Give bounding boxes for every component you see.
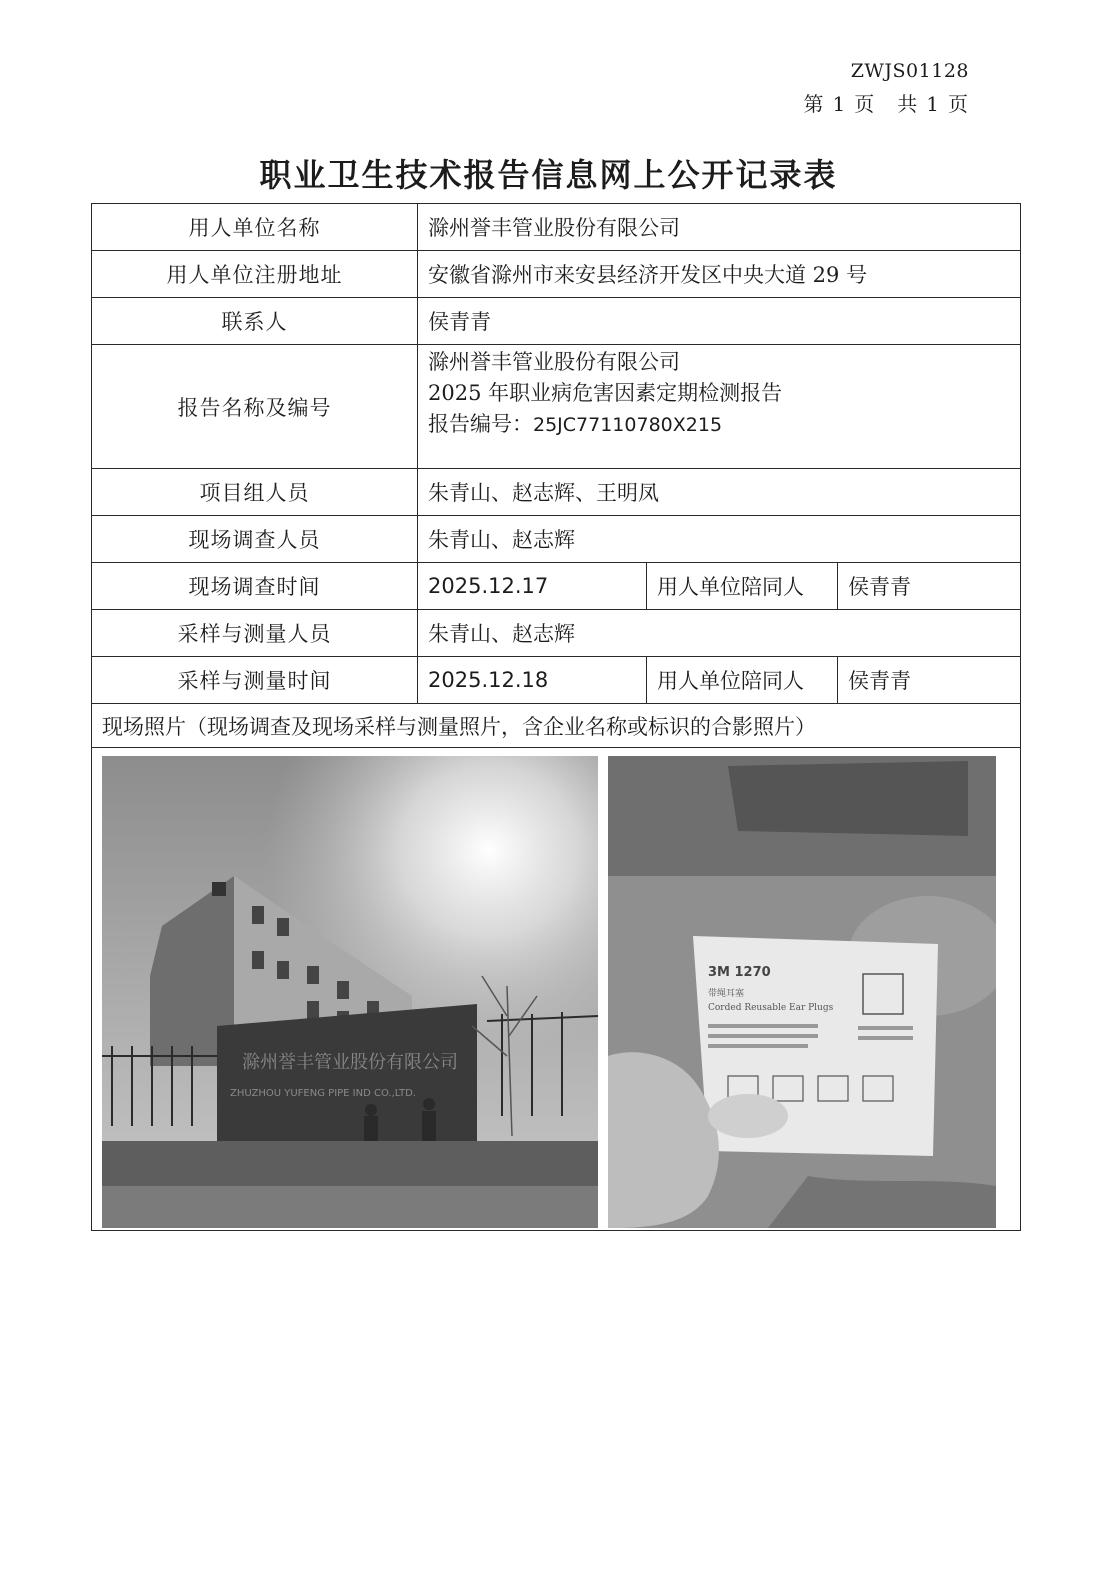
earplug-photo [608, 756, 996, 1228]
survey-staff-label: 现场调查人员 [92, 516, 418, 563]
row-report [92, 345, 1021, 469]
package-product-cn: 带绳耳塞 [708, 989, 745, 999]
report-label: 报告名称及编号 [92, 345, 418, 469]
row-photos [92, 748, 1021, 1231]
report-name: 2025 年职业病危害因素定期检测报告 [428, 381, 783, 405]
page-word: 第 [803, 92, 825, 116]
row-sampling-staff [92, 610, 1021, 657]
package-brand: 3M [708, 965, 730, 980]
project-team-value: 朱青山、赵志辉、王明凤 [418, 469, 1021, 516]
row-survey-time [92, 563, 1021, 610]
svg-text:3M 1270 [708, 965, 771, 980]
package-model: 1270 [734, 965, 771, 980]
report-number-code: 25JC77110780X215 [533, 414, 723, 436]
report-value [418, 345, 1021, 469]
sampling-staff-label: 采样与测量人员 [92, 610, 418, 657]
package-product-en: Corded Reusable Ear Plugs [708, 1003, 834, 1013]
row-employer-name [92, 204, 1021, 251]
sign-chinese: 滁州誉丰管业股份有限公司 [242, 1052, 458, 1073]
document-code: ZWJS01128 [850, 60, 969, 82]
employer-name-value: 滁州誉丰管业股份有限公司 [418, 204, 1021, 251]
page-title: 职业卫生技术报告信息网上公开记录表 [259, 156, 838, 194]
total-num: 1 [926, 92, 940, 116]
sampling-time-value: 2025.12.18 [418, 657, 647, 704]
total-unit: 页 [948, 92, 969, 116]
record-table [91, 203, 1021, 1231]
sampling-accompany-label: 用人单位陪同人 [647, 657, 838, 704]
employer-name-label: 用人单位名称 [92, 204, 418, 251]
employer-address-label: 用人单位注册地址 [92, 251, 418, 298]
survey-accompany-label: 用人单位陪同人 [647, 563, 838, 610]
row-project-team [92, 469, 1021, 516]
row-photos-caption [92, 704, 1021, 748]
report-number-prefix: 报告编号： [428, 412, 533, 436]
survey-accompany-value: 侯青青 [838, 563, 1021, 610]
employer-address-value: 安徽省滁州市来安县经济开发区中央大道 29 号 [418, 251, 1021, 298]
sampling-accompany-value: 侯青青 [838, 657, 1021, 704]
photos-caption: 现场照片（现场调查及现场采样与测量照片，含企业名称或标识的合影照片） [92, 704, 1021, 748]
sign-english: ZHUZHOU YUFENG PIPE IND CO.,LTD. [230, 1088, 416, 1099]
row-employer-address [92, 251, 1021, 298]
row-contact [92, 298, 1021, 345]
contact-value: 侯青青 [418, 298, 1021, 345]
sampling-staff-value: 朱青山、赵志辉 [418, 610, 1021, 657]
page-unit: 页 [854, 92, 876, 116]
survey-time-label: 现场调查时间 [92, 563, 418, 610]
survey-staff-value: 朱青山、赵志辉 [418, 516, 1021, 563]
report-number [428, 409, 1010, 441]
total-word: 共 [897, 92, 919, 116]
report-company: 滁州誉丰管业股份有限公司 [428, 350, 680, 374]
page-num: 1 [832, 92, 847, 116]
row-sampling-time [92, 657, 1021, 704]
photos-cell [92, 748, 1021, 1231]
row-survey-staff [92, 516, 1021, 563]
factory-photo [102, 756, 598, 1228]
contact-label: 联系人 [92, 298, 418, 345]
survey-time-value: 2025.12.17 [418, 563, 647, 610]
project-team-label: 项目组人员 [92, 469, 418, 516]
sampling-time-label: 采样与测量时间 [92, 657, 418, 704]
page-number [796, 88, 969, 117]
